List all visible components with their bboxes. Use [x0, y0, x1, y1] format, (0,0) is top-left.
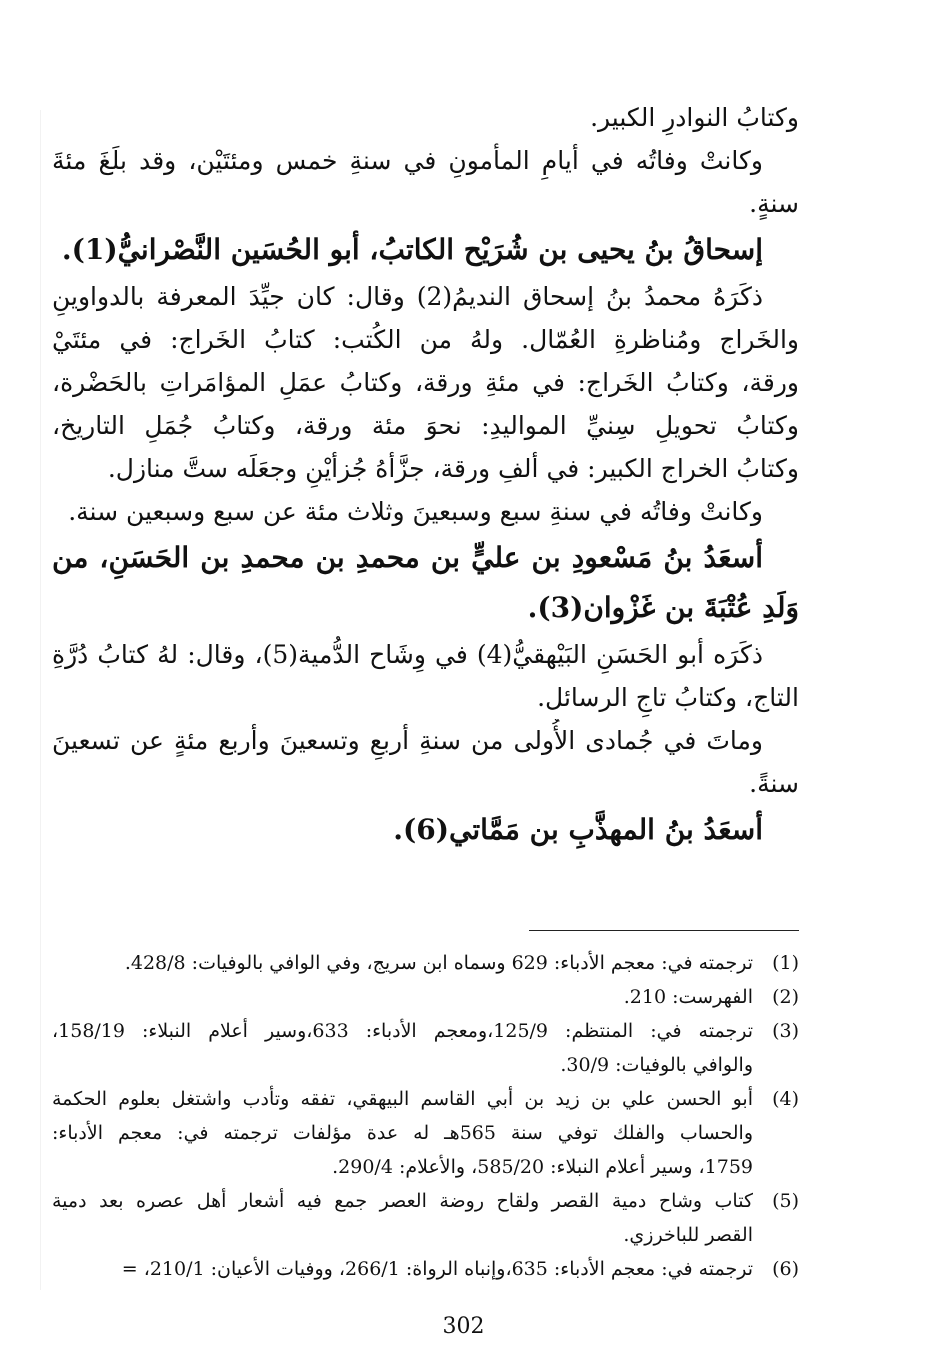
- body-text-line: وكانتْ وفاتُه في أيامِ المأمونِ في سنةِ خمس ومئتَيْن، وقد بلَغَ مئةَ: [52, 146, 763, 175]
- footnote: [52, 1252, 799, 1286]
- footnote-line: ترجمته في: معجم الأدباء: 629 وسماه ابن سريج، وفي الوافي بالوفيات: 428/8.: [124, 952, 753, 974]
- footnote: [52, 1082, 799, 1184]
- footnote-text: [52, 1252, 753, 1286]
- body-text-line: ذكَرَهُ محمدُ بنُ إسحاق النديمُ(2) وقال: كان جيِّدَ المعرفة بالدواوينِ: [52, 282, 763, 311]
- footnote-line: القصر للباخرزي.: [623, 1224, 753, 1246]
- footnote-line: أبو الحسن علي بن زيد بن أبي القاسم البيهقي، تفقه وتأدب واشتغل بعلوم الحكمة: [52, 1088, 753, 1110]
- body-text-line: سنةً.: [749, 769, 799, 798]
- footnote-number: (3): [772, 1020, 799, 1042]
- footnote-text: [52, 980, 753, 1014]
- footnote-line: ترجمته في: المنتظم: 125/9،ومعجم الأدباء: 633،وسير أعلام النبلاء: 158/19،: [52, 1020, 753, 1042]
- body-text-line: ورقة، وكتابُ الخَراج: في مئةِ ورقة، وكتابُ عمَلِ المؤامَراتِ بالحَضْرة،: [52, 368, 799, 397]
- entry-heading-line: وَلَدِ عُتْبَةَ بن غَزْوان(3).: [527, 591, 799, 624]
- footnote: [52, 980, 799, 1014]
- footnote-line: الفهرست: 210.: [623, 986, 753, 1008]
- body-text-line: وماتَ في جُمادى الأُولى من سنةِ أربعِ وتسعينَ وأربع مئةٍ عن تسعينَ: [52, 726, 763, 755]
- footnote-number: (4): [772, 1088, 799, 1110]
- footnote-line: والوافي بالوفيات: 30/9.: [560, 1054, 753, 1076]
- footnote-text: [52, 946, 753, 980]
- entry-heading-line: إسحاقُ بنُ يحيى بن شُرَيْح الكاتبُ، أبو الحُسَين النَّصْرانيُّ(1).: [61, 233, 763, 266]
- footnote-line: ترجمته في: معجم الأدباء: 635،وإنباه الرواة: 266/1، ووفيات الأعيان: 210/1، =: [121, 1258, 753, 1280]
- body-text-line: وكتابُ النوادرِ الكبير.: [590, 103, 799, 132]
- footnote-line: 1759، وسير أعلام النبلاء: 585/20، والأعلام: 290/4.: [332, 1156, 753, 1178]
- footnote: [52, 1014, 799, 1082]
- footnote-number: (1): [772, 952, 799, 974]
- scan-edge-shadow: [40, 110, 41, 1290]
- footnote-line: والحساب والفلك توفي سنة 565هـ له عدة مؤلفات ترجمته في: معجم الأدباء:: [52, 1122, 753, 1144]
- main-text-block: [52, 96, 799, 855]
- body-text-line: التاج، وكتابُ تاجِ الرسائل.: [537, 683, 799, 712]
- entry-heading-line: أسعَدُ بنُ مَسْعودِ بن عليٍّ بن محمدِ بن محمدِ بن الحَسَنِ، من: [52, 541, 763, 574]
- page-number: 302: [442, 1314, 485, 1339]
- body-text-line: وكتابُ تحويلِ سِنيِّ المواليدِ: نحوَ مئة ورقة، وكتابُ جُمَلِ التاريخ،: [52, 411, 799, 440]
- footnote: [52, 1184, 799, 1252]
- body-text-line: والخَراج ومُناظرةِ العُمّال. ولهُ من الكُتب: كتابُ الخَراج: في مئتَيْ: [52, 325, 799, 354]
- footnote-number: (5): [772, 1190, 799, 1212]
- body-text-line: ذكَرَه أبو الحَسَنِ البَيْهقيُّ(4) في وِشَاح الدُّمية(5)، وقال: لهُ كتابُ دُرَّةِ: [52, 640, 763, 669]
- footnote: [52, 946, 799, 980]
- footnote-separator: [529, 930, 799, 931]
- footnote-text: [52, 1184, 753, 1252]
- footnote-text: [52, 1014, 753, 1082]
- footnote-text: [52, 1082, 753, 1184]
- footnote-line: كتاب وشاح دمية القصر ولقاح روضة العصر جمع فيه أشعار أهل عصره بعد دمية: [52, 1190, 753, 1212]
- body-text-line: وكتابُ الخراج الكبير: في ألفِ ورقة، جزَّأهُ جُزأيْنِ وجعَلَه ستَّ منازل.: [107, 454, 799, 483]
- body-text-line: سنةٍ.: [749, 189, 799, 218]
- entry-heading-line: أسعَدُ بنُ المهذَّبِ بن مَمَّاتي(6).: [393, 813, 763, 846]
- footnote-number: (2): [772, 986, 799, 1008]
- footnotes-block: [52, 946, 799, 1286]
- body-text-line: وكانتْ وفاتُه في سنةِ سبع وسبعينَ وثلاث مئة عن سبع وسبعين سنة.: [68, 497, 763, 526]
- footnote-number: (6): [772, 1258, 799, 1280]
